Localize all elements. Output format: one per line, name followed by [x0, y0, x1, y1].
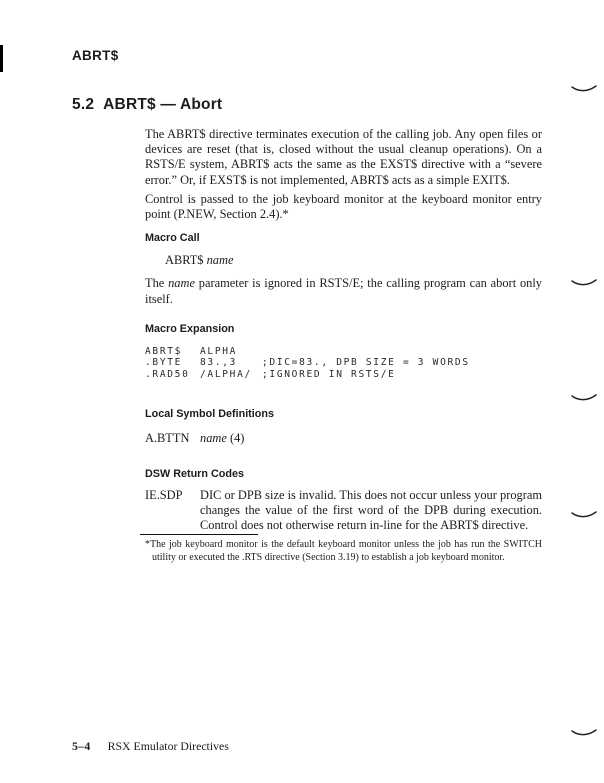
binding-mark-icon — [571, 279, 597, 287]
dsw-code: IE.SDP — [145, 487, 183, 502]
scan-edge-artifact — [0, 45, 3, 72]
local-symbols-heading: Local Symbol Definitions — [145, 408, 274, 421]
section-title: ABRT$ — Abort — [103, 96, 223, 113]
note-text: parameter is ignored in RSTS/E; the calling program can abort only itself. — [145, 276, 542, 306]
note-text: The — [145, 276, 169, 291]
code-line — [145, 369, 542, 381]
body-column — [145, 127, 542, 564]
binding-mark-icon — [571, 511, 597, 519]
macro-call-line — [145, 253, 542, 268]
note-param: name — [168, 276, 195, 291]
code-line — [145, 357, 542, 369]
code-operand: ALPHA — [200, 345, 238, 357]
code-label: .RAD50 — [145, 368, 190, 380]
section-heading — [72, 96, 222, 114]
code-label: ABRT$ — [145, 345, 183, 357]
macro-call-heading: Macro Call — [145, 232, 200, 245]
section-number: 5.2 — [72, 96, 95, 113]
running-head: ABRT$ — [72, 48, 119, 63]
intro-paragraph-2: Control is passed to the job keyboard monitor at the keyboard monitor entry point (P.NEW, Section 2.4).* — [145, 191, 542, 222]
footnote: *The job keyboard monitor is the default keyboard monitor unless the job has run the SWITCH utility or executed the .RTS directive (Section 3.19) to establish a job keyboard monitor. — [145, 539, 542, 563]
page-footer — [72, 739, 229, 754]
code-comment: ;IGNORED IN RSTS/E — [262, 368, 396, 380]
local-symbol-param: name — [200, 431, 227, 446]
intro-paragraph-1: The ABRT$ directive terminates execution of the calling job. Any open files or devices are reset (that is, closed without the usual cleanup operations). On a RSTS/E system, ABRT$ acts the same as the EXST$ directive with a “severe error.” Or, if EXST$ is not implemented, ABRT$ acts as a simple EXIT$. — [145, 127, 542, 187]
macro-expansion-heading: Macro Expansion — [145, 322, 235, 335]
dsw-entry — [145, 488, 542, 534]
binding-mark-icon — [571, 729, 597, 737]
code-line — [145, 346, 542, 358]
binding-mark-icon — [571, 394, 597, 402]
dsw-return-codes-heading: DSW Return Codes — [145, 467, 244, 480]
footer-title: RSX Emulator Directives — [107, 739, 229, 753]
macro-call-param: name — [206, 253, 234, 268]
code-comment: ;DIC=83., DPB SIZE = 3 WORDS — [262, 357, 470, 369]
macro-call-keyword: ABRT$ — [165, 253, 204, 268]
footnote-rule — [140, 534, 258, 535]
local-symbol-size: (4) — [226, 431, 245, 446]
local-symbol-name: A.BTTN — [145, 431, 190, 446]
code-operand: 83.,3 — [200, 357, 238, 369]
dsw-description: DIC or DPB size is invalid. This does not occur unless your program changes the value of the first word of the DPB during execution. Control does not otherwise return in-line for the ABRT$ directive. — [200, 487, 542, 532]
code-operand: /ALPHA/ — [200, 368, 252, 380]
binding-mark-icon — [571, 85, 597, 93]
macro-expansion-code — [145, 346, 542, 381]
code-label: .BYTE — [145, 357, 183, 369]
local-symbol-entry — [145, 431, 542, 446]
page-number: 5–4 — [72, 739, 91, 753]
macro-call-note — [145, 276, 542, 306]
